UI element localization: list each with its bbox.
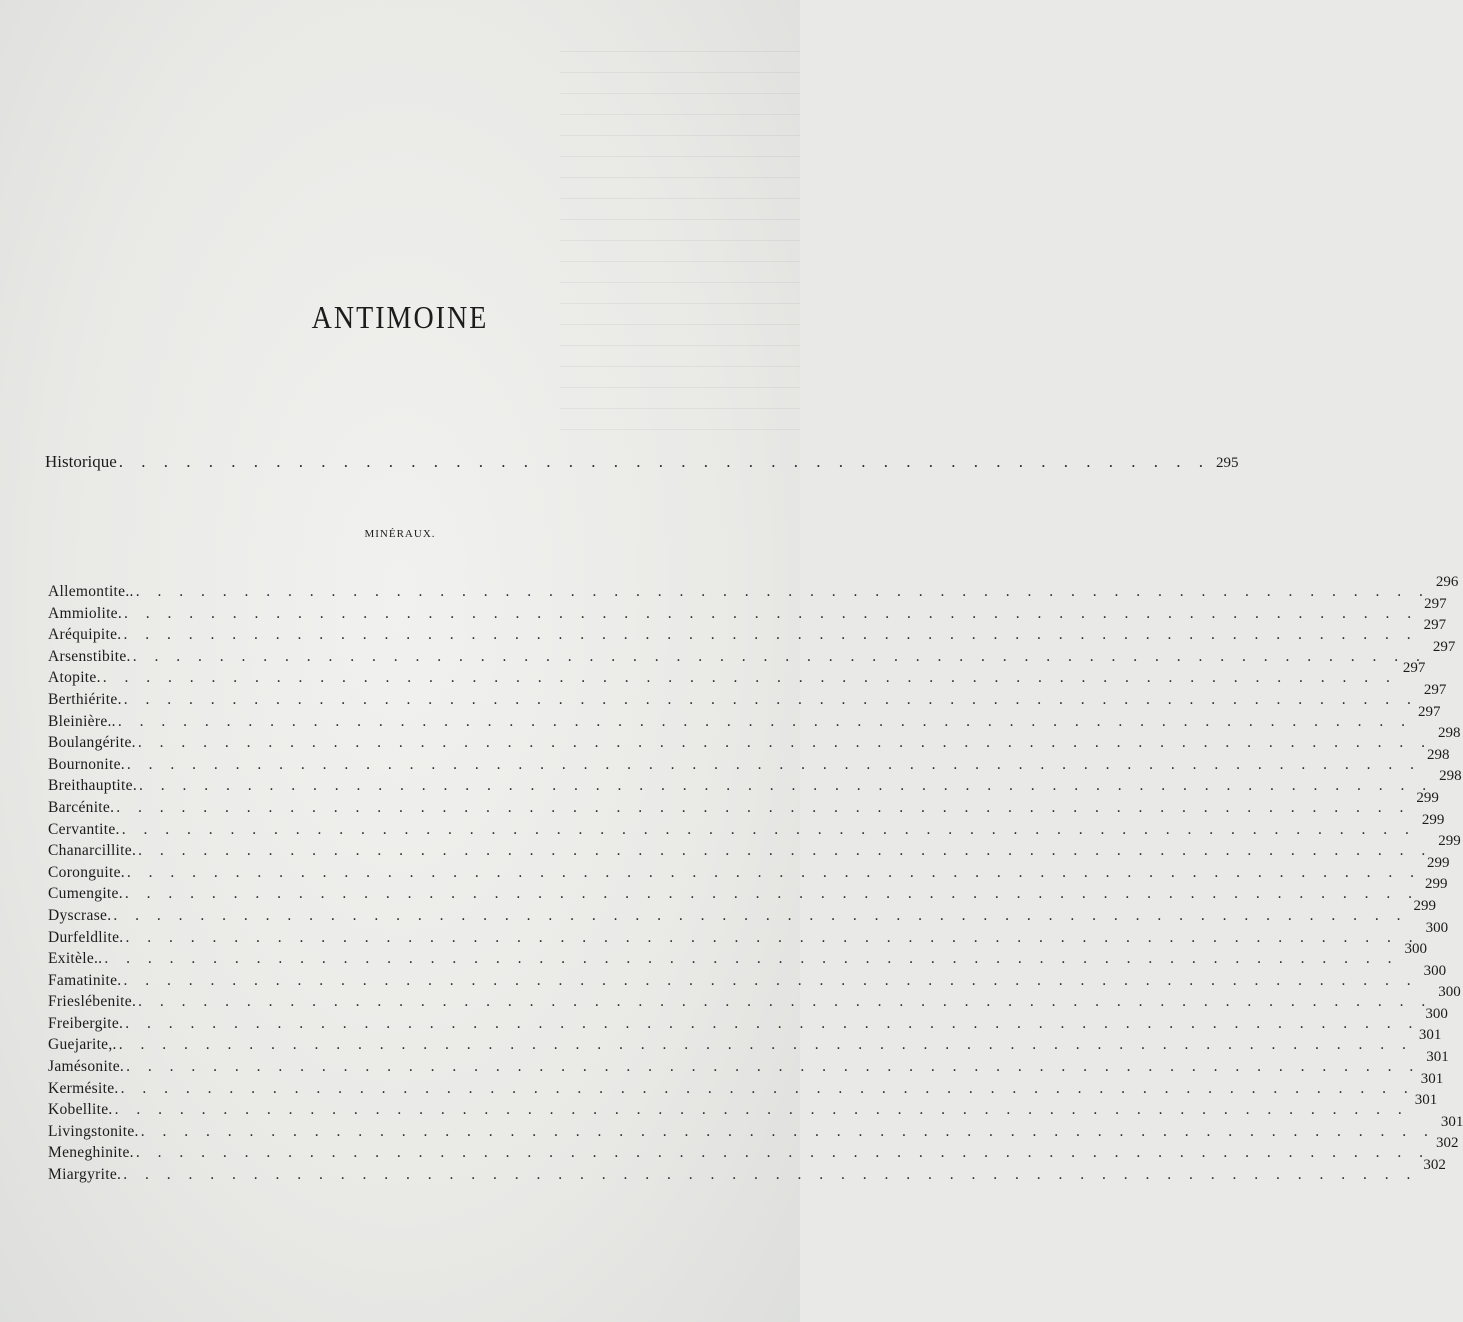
toc-page-number: 299 [1438,833,1461,850]
dot-leader: . . . . . . . . . . . . . . . . . . . . . . . . . . . . . . . . . . . . . . . . . . . . . . . . . . . . . . . . . . . . [124,604,1419,622]
dot-leader: . . . . . . . . . . . . . . . . . . . . . . . . . . . . . . . . . . . . . . . . . . . . . . . . . . . . . . . . . . . . [138,993,1433,1011]
toc-row [48,897,1437,929]
toc-label: Jamésonite. [48,1058,125,1076]
page-title: ANTIMOINE [311,300,489,337]
toc-label: Berthiérite. [48,690,122,708]
dot-leader: . . . . . . . . . . . . . . . . . . . . . . . . . . . . . . . . . . . . . . . . . . . . . . . . . . . . . . . . . . . . [123,971,1418,989]
dot-leader: . . . . . . . . . . . . . . . . . . . . . . . . . . . . . . . . . . . . . . . . . . . . . . . . . . . . . . . . . . . . [132,647,1427,665]
toc-label: Frieslébenite. [48,993,137,1011]
toc-page-number: 296 [1435,574,1459,590]
dot-leader: . . . . . . . . . . . . . . . . . . . . . . . . . . . . . . . . . . . . . . . . . . . . . . . . . . . . . . . . . . . . [116,798,1411,816]
dot-leader: . . . . . . . . . . . . . . . . . . . . . . . . . . . . . . . . . . . . . . . . . . . . . . . . . . . . . . . . . . . . [123,1166,1418,1184]
toc-page-number: 298 [1439,768,1462,785]
dot-leader: . . . . . . . . . . . . . . . . . . . . . . . . . . . . . . . . . . . . . . . . . . . . . . . . . . . . . . . . . . . . [104,950,1399,968]
toc-row [48,941,1427,972]
toc-page-number: 301 [1426,1049,1449,1066]
toc-row [48,854,1450,886]
toc-page-number: 299 [1416,789,1439,806]
toc-label: Livingstonite. [48,1122,139,1140]
toc-label: Freibergite. [48,1014,124,1032]
dot-leader: . . . . . . . . . . . . . . . . . . . . . . . . . . . . . . . . . . . . . . . . . . . . . . . . . . . . . . . . . . . . [118,1036,1413,1054]
dot-leader: . . . . . . . . . . . . . . . . . . . . . . . . . . . . . . . . . . . . . . . . . . . . . . . . . . . . . . . . . . . . [123,626,1418,644]
section-heading: MINÉRAUX. [364,528,436,540]
toc-row [48,638,1456,670]
toc-page-number: 297 [1423,617,1447,634]
toc-page-number: 299 [1425,876,1448,893]
toc-row [48,1049,1449,1080]
toc-page-number: 297 [1417,703,1441,720]
toc-row [48,1092,1438,1123]
toc-page-number: 300 [1423,962,1447,979]
toc-label: Dyscrase. [48,906,112,924]
toc-page-number: 297 [1432,638,1456,655]
toc-page-number: 298 [1427,746,1450,763]
toc-label: Boulangérite. [48,734,136,752]
toc-page-number: 299 [1413,897,1437,914]
toc-page-number: 299 [1427,854,1450,871]
dot-leader: . . . . . . . . . . . . . . . . . . . . . . . . . . . . . . . . . . . . . . . . . . . . . . . . . . . . . . . . . . . . [102,669,1397,687]
dot-leader: . . . . . . . . . . . . . . . . . . . . . . . . . . . . . . . . . . . . . . . . . . . . . . . . . . . . . . . . . . . . [114,1101,1409,1119]
toc-row [48,1157,1446,1188]
toc-label: Breithauptite. [48,777,137,795]
dot-leader: . . . . . . . . . . . . . . . . . . . . . . . . . . . . . . . . . . . . . . . . . . . . . . . . . . . . . . . . . . . . [117,712,1412,730]
toc-row [48,617,1447,648]
toc-label: Barcénite. [48,798,115,816]
toc-label: Chanarcillite. [48,842,137,860]
toc-page-number: 297 [1424,595,1447,612]
toc-page-number: 301 [1420,1070,1444,1087]
toc-label: Ammiolite. [48,604,123,622]
toc-page-number: 300 [1438,984,1461,1001]
toc-row [48,1070,1444,1102]
dot-leader: . . . . . . . . . . . . . . . . . . . . . . . . . . . . . . . . . . . . . . . . . . . . . . . . . . . . . . . . . . . . [139,777,1434,795]
dot-leader: . . . . . . . . . . . . . . . . . . . . . . . . . . . . . . . . . . . . . . . . . . . . . . . . . . . . . . . . . . . . [126,1058,1421,1076]
toc-page-number: 300 [1425,919,1449,936]
toc-row [48,681,1447,713]
dot-leader: . . . . . . . . . . . . . . . . . . . . . . . . . . . . . . . . . . . . . . . . . . . . . . . . . . . . . . . . . . . . [123,690,1418,708]
toc-label: Atopite. [48,669,101,687]
dot-leader: . . . . . . . . . . . . . . . . . . . . . . . . . . . . . . . . . . . . . . . . . . . . . . . . . . . . . . . . . . . . [124,885,1420,903]
toc-row [48,833,1461,864]
dot-leader: . . . . . . . . . . . . . . . . . . . . . . . . . . . . . . . . . . . . . . . . . . . . . . . . . . . . . . . . . . . . [138,842,1433,860]
toc-page-number: 301 [1418,1027,1442,1044]
toc-label: Kermésite. [48,1079,119,1097]
toc-row [48,725,1461,756]
toc-row [48,595,1447,627]
toc-page-number: 302 [1435,1135,1459,1152]
toc-label: Miargyrite. [48,1166,122,1184]
dot-leader: . . . . . . . . . . . . . . . . . . . . . . . . . . . . . . . . . . . . . . . . . . . . . . . . . . . . . . . . . . . . [120,1079,1415,1097]
toc-label: Famatinite. [48,971,122,989]
toc-page-number: 301 [1414,1092,1438,1109]
toc-label: Historique [45,452,117,471]
toc-label: Guejarite,. [48,1036,117,1054]
toc-row [48,811,1445,843]
toc-label: Kobellite. [48,1101,113,1119]
dot-leader: . . . . . . . . . . . . . . . . . . . . . . . . . . . . . . . . . . . . . . . . . . . . . . . . . . . . . . . . . . . . [121,820,1416,838]
toc-page-number: 301 [1440,1113,1463,1130]
toc-label: Coronguite. [48,863,125,881]
toc-page-number: 300 [1404,941,1427,958]
dot-leader: . . . . . . . . . . . . . . . . . . . . . . . . . . . . . . . . . . . . . . . . . . . . . . . . . . . . . . . . . . . . [113,906,1408,924]
toc-page-number: 295 [1216,455,1239,471]
toc-row [48,789,1439,821]
toc-row [48,919,1449,951]
toc-label: Bournonite. [48,755,125,773]
toc-page-number: 299 [1421,811,1445,828]
dot-leader: . . . . . . . . . . . . . . . . . . . . . . . . . . . . . . . . . . . . . . . . . . . . . . . . . . . . . . . . . . . . [140,1122,1435,1140]
toc-row [48,962,1447,994]
toc-page-number: 298 [1437,725,1461,742]
dot-leader: . . . . . . . . . . . . . . . . . . . . . . . . . . . . . . . . . . . . . . . . . . . . . . . . . . . . . . . . . . . . [126,755,1422,773]
toc-row-historique [45,452,1239,472]
toc-row [48,876,1448,907]
toc-row [48,703,1441,735]
toc-label: Aréquipite. [48,626,122,644]
toc-row [48,746,1450,778]
toc-label: Arsenstibite. [48,647,131,665]
toc-row [48,660,1426,691]
dot-leader: . . . . . . . . . . . . . . . . . . . . . . . . . . . . . . . . . . . . . . . . . . . . . . . . . . . . . . . . . . . . [126,863,1422,881]
toc-page-number: 297 [1402,660,1426,677]
toc-page-number: 297 [1423,681,1447,698]
dot-leader: . . . . . . . . . . . . . . . . . . . . . . . . . . . . . . . . . . . . . . . . . . . . . . . . . . . . . . . . . . . . [135,583,1430,600]
toc-row [48,1027,1442,1058]
toc-row [48,1135,1459,1166]
toc-label: Cervantite. [48,820,120,838]
toc-label: Meneghinite. [48,1144,134,1162]
toc-label: Cumengite. [48,885,123,903]
dot-leader: . . . . . . . . . . . . . . . . . . . . . . . . . . . . . . . . . . . . . . . . . . . . . . . . . . . . . . . . . . . . [135,1144,1430,1162]
toc-label: Allemontite.. [48,583,134,600]
dot-leader: . . . . . . . . . . . . . . . . . . . . . . . . . . . . . . . . . . . . . . . . . . . . . . . . . . . . . . . . . . . . [125,1014,1420,1032]
toc-row [48,984,1461,1015]
toc-label: Exitèle.. [48,950,103,968]
toc-page-number: 300 [1425,1005,1448,1022]
dot-leader: . . . . . . . . . . . . . . . . . . . . . . . . . . . . . . . . . . . . . . . . . . . . . . . . . . . . . . . . . . . . [137,734,1432,752]
bleed-through-texture [560,50,800,450]
dot-leader: . . . . . . . . . . . . . . . . . . . . . . . . . . . . . . . . . . . . . . . . . . . . . . . . . . . . . . . . . . . . [125,928,1420,946]
toc-page-number: 302 [1423,1157,1446,1174]
dot-leader: . . . . . . . . . . . . . . . . . . . . . . . . . . . . . . . . . . . . . . . . . . . . . . . . . [118,452,1211,471]
toc-label: Bleinière.. [48,712,116,730]
mineral-list [48,574,1463,1188]
toc-label: Durfeldlite. [48,928,124,946]
